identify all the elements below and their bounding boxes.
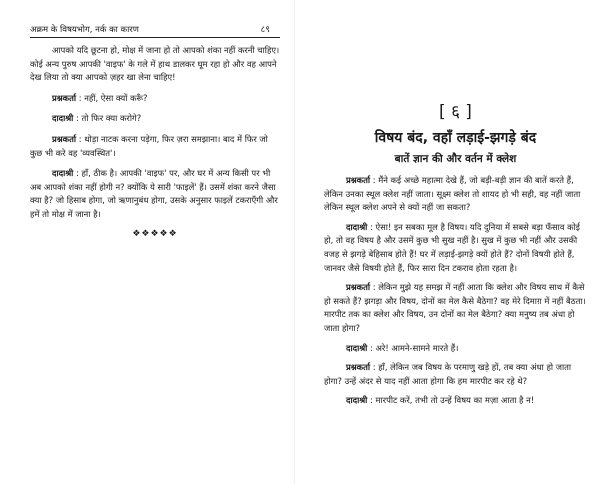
speaker-label: प्रश्नकर्ता	[52, 133, 77, 144]
dialogue-text: : मैंने कई अच्छे महात्मा देखे हैं, जो बड़ी-बड़ी ज्ञान की बातें करते हैं, लेकिन उनका स्थूल क्लेश नहीं जाता। सूक्ष्म क्लेश तो शायद हो भी सही, वह नहीं जाता लेकिन स्थूल क्लेश अपने से क्यों नहीं जा सकता?	[324, 175, 581, 213]
speaker-label: प्रश्नकर्ता	[346, 362, 371, 373]
dialogue-text: : ऐसा! इन सबका मूल है विषय। यदि दुनिया में सबसे बड़ा फँसाव कोई हो, तो वह विषय है और उसमें कुछ भी सुख नहीं है। सुख में कुछ भी नहीं और उसकी वजह से झगड़े बेहिसाब होते हैं! घर में लड़ाई-झगड़े क्यों होते हैं? दोनों विषयी होते हैं, जानवर जैसे विषयी होते हैं, फिर सारा दिन टकराव होता रहता है।	[324, 221, 580, 273]
section-title: बातें ज्ञान की और वर्तन में क्लेश	[394, 153, 517, 165]
dialogue-paragraph	[30, 92, 280, 106]
paragraph-text: आपको यदि छूटना हो, मोक्ष में जाना हो तो आपको शंका नहीं करनी चाहिए। कोई अन्य पुरुष आपकी 'वाइफ' के गले में हाथ डालकर घूम रहा हो और वह आपने देख लिया तो क्या आपको ज़हर खा लेना चाहिए!	[30, 45, 280, 83]
dialogue-text: : तो फिर क्या करोगे?	[73, 113, 142, 124]
speaker-label: दादाश्री	[346, 342, 368, 353]
speaker-label: दादाश्री	[52, 113, 74, 124]
dialogue-text: : लेकिन मुझे यह समझ में नहीं आता कि क्लेश और विषय साथ में कैसे हो सकते हैं? झगड़ा और विषय, दोनों का मेल कैसे बैठेगा? वह मेरे दिमाग़ में नहीं बैठता। मारपीट तक का क्लेश और विषय, उन दोनों का मेल बैठेगा? क्या मनुष्य तब अंधा हो जाता होगा?	[324, 282, 586, 333]
left-page	[0, 0, 290, 484]
dialogue-paragraph	[324, 221, 587, 275]
dialogue-text: : अरे! आमने-सामने मारते हैं।	[367, 342, 459, 353]
dialogue-paragraph	[30, 167, 280, 221]
dialogue-paragraph	[30, 112, 280, 126]
running-head	[30, 22, 280, 38]
dialogue-text: : हाँ, ठीक है। आपकी 'वाइफ' पर, और घर में अन्य किसी पर भी अब आपको शंका नहीं होगी न? क्योंकि ये सारी 'फाइलें' हैं। उसमें शंका करने जैसा क्या है? जो हिसाब होगा, जो ऋणानुबंध होगा, उसके अनुसार फाइलें टकराएँगी और हमें तो मोक्ष में जाना है।	[30, 168, 278, 219]
chapter-number: [ ६ ]	[439, 102, 472, 122]
right-page	[300, 0, 599, 484]
dialogue-paragraph	[324, 174, 587, 215]
speaker-label: प्रश्नकर्ता	[52, 92, 77, 103]
speaker-label: प्रश्नकर्ता	[346, 282, 371, 293]
dialogue-paragraph	[324, 342, 587, 356]
chapter-title: विषय बंद, वहाँ लड़ाई-झगड़े बंद	[374, 130, 537, 146]
section-end-ornament: ❖❖❖❖❖	[132, 228, 178, 239]
paragraph	[30, 44, 280, 85]
dialogue-paragraph	[324, 361, 587, 388]
speaker-label: दादाश्री	[346, 221, 368, 232]
dialogue-text: : हाँ, लेकिन जब विषय के परमाणु खड़े हों, तब क्या अंधा हो जाता होगा? उन्हें अंदर से याद नहीं आता होगा कि हम मारपीट कर रहे थे?	[324, 362, 572, 386]
speaker-label: दादाश्री	[52, 168, 74, 179]
dialogue-paragraph	[30, 133, 280, 160]
dialogue-text: : नहीं, ऐसा क्यों करूँ?	[76, 92, 148, 103]
page-number: ८९	[260, 25, 270, 35]
dialogue-paragraph	[324, 281, 587, 335]
speaker-label: प्रश्नकर्ता	[346, 175, 371, 185]
speaker-label: दादाश्री	[346, 395, 368, 406]
dialogue-text: : थोड़ा नाटक करना पड़ेगा, फिर ज़रा समझाना। बाद में फिर जो कुछ भी करे वह 'व्यवस्थित'।	[30, 133, 268, 158]
page-gutter	[294, 0, 295, 484]
dialogue-text: : मारपीट करें, तभी तो उन्हें विषय का मज़ा आता है न!	[367, 395, 535, 406]
dialogue-paragraph	[324, 394, 587, 408]
running-title: अक्रम के विषयभोग, नर्क का कारण	[30, 25, 139, 35]
